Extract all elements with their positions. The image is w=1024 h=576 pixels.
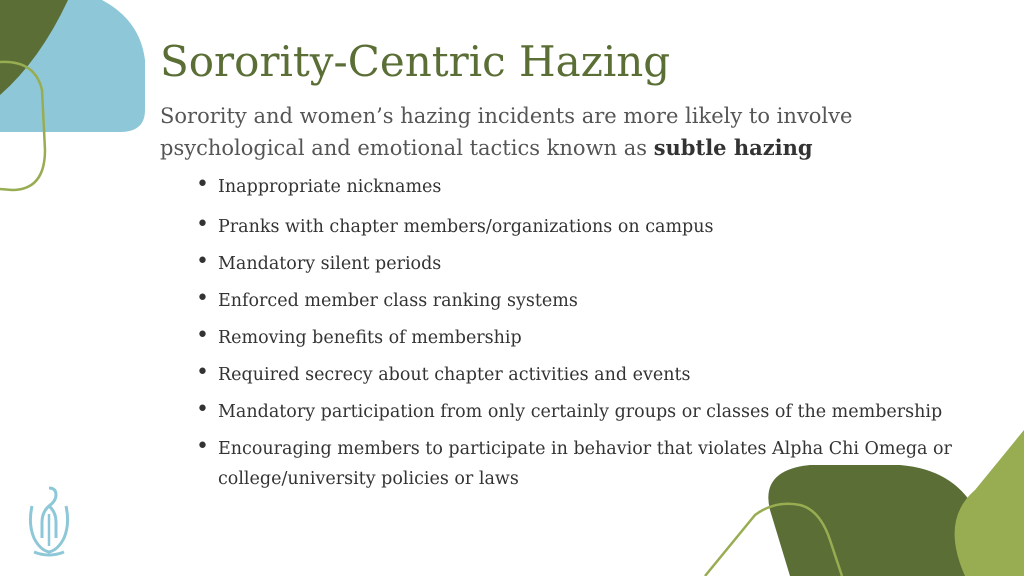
bullet-list bbox=[196, 172, 996, 494]
lyre-icon bbox=[26, 486, 72, 558]
bullet-item: • Inappropriate nicknames bbox=[196, 172, 996, 202]
intro-emphasis: subtle hazing bbox=[653, 135, 813, 160]
slide-title: Sorority-Centric Hazing bbox=[160, 37, 671, 86]
bullet-item: • Removing benefits of membership bbox=[196, 323, 996, 353]
bullet-item: • Enforced member class ranking systems bbox=[196, 286, 996, 316]
intro-text: Sorority and women’s hazing incidents are more likely to involve psychological and emotional tactics known as bbox=[160, 104, 853, 160]
intro-paragraph bbox=[160, 101, 900, 164]
bullet-item: • Required secrecy about chapter activities and events bbox=[196, 360, 996, 390]
bullet-item: • Mandatory silent periods bbox=[196, 249, 996, 279]
bullet-item: • Encouraging members to participate in behavior that violates Alpha Chi Omega or college/university policies or laws bbox=[196, 434, 978, 494]
bullet-item: • Mandatory participation from only certainly groups or classes of the membership bbox=[196, 397, 996, 427]
bullet-item: • Pranks with chapter members/organizations on campus bbox=[196, 212, 996, 242]
